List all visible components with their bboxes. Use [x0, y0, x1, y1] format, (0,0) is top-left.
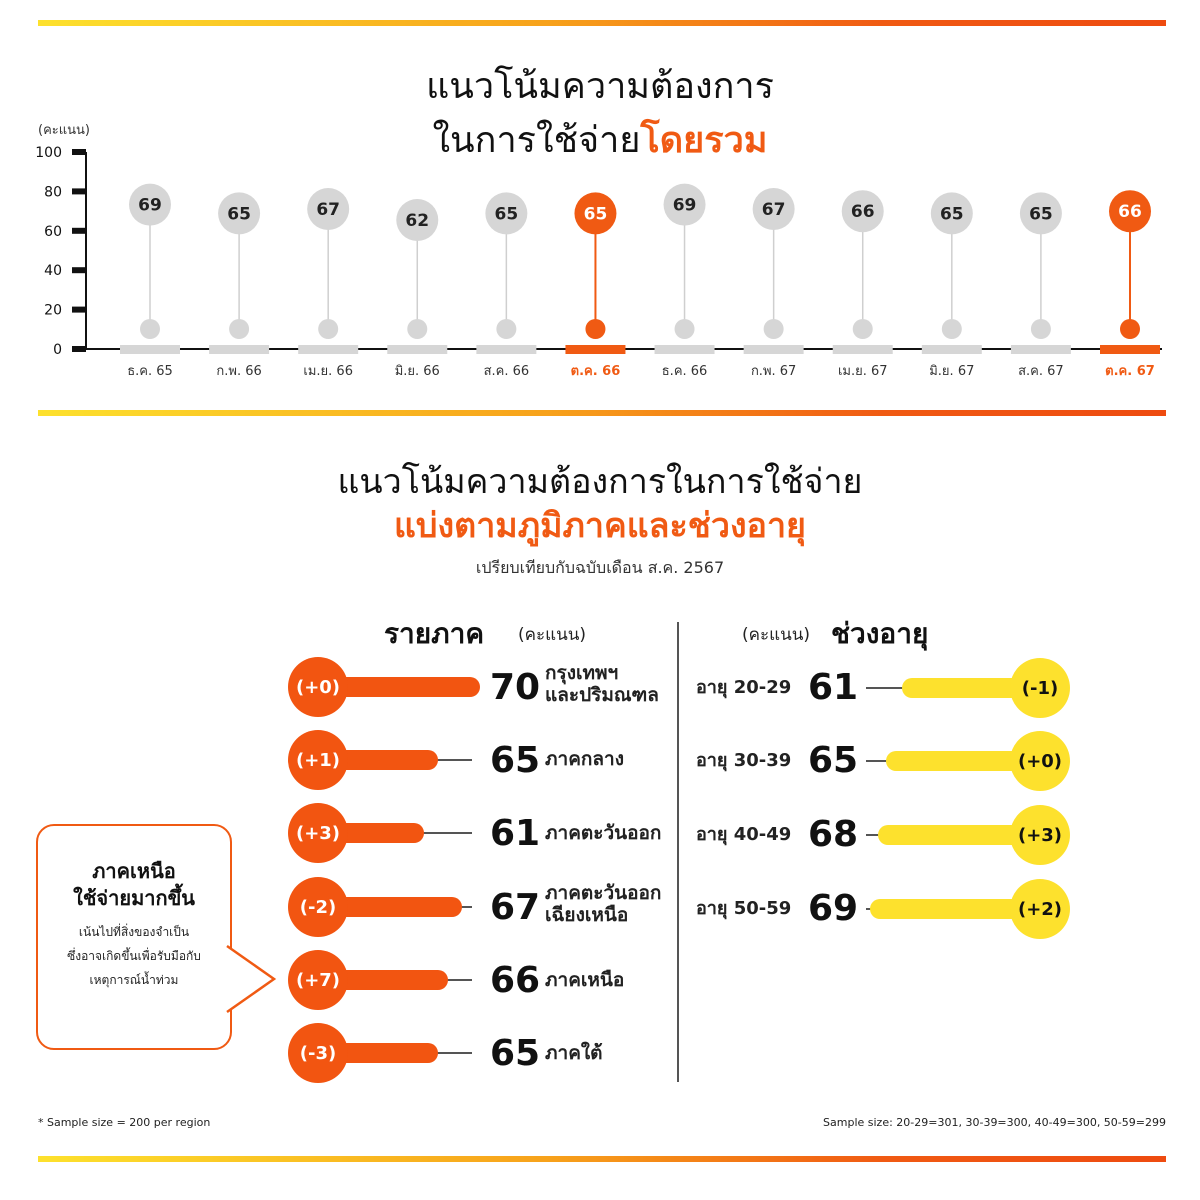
x-category-label: ต.ค. 67 — [1105, 364, 1155, 379]
y-tick-label: 80 — [44, 184, 62, 201]
section2-title-line1: แนวโน้มความต้องการในการใช้จ่าย — [337, 462, 863, 502]
data-value-label: 65 — [494, 204, 519, 225]
age-label: อายุ 50-59 — [696, 898, 792, 919]
section2-title — [0, 460, 1200, 548]
age-label: อายุ 40-49 — [696, 824, 792, 845]
region-change-badge: (+0) — [288, 657, 348, 717]
y-axis-label: (คะแนน) — [38, 123, 90, 138]
region-change-badge: (+1) — [288, 730, 348, 790]
x-category-bar — [565, 345, 625, 354]
x-category-label: ส.ค. 67 — [1018, 364, 1064, 379]
column-divider — [677, 622, 679, 1082]
region-label: ภาคเหนือ — [545, 969, 625, 991]
region-change-badge: (-3) — [288, 1023, 348, 1083]
age-label: อายุ 20-29 — [696, 677, 792, 698]
age-score: 65 — [808, 740, 859, 781]
x-category-bar — [1100, 345, 1160, 354]
section2-title-line2: แบ่งตามภูมิภาคและช่วงอายุ — [394, 506, 806, 546]
section2-subtitle: เปรียบเทียบกับฉบับเดือน ส.ค. 2567 — [475, 558, 725, 577]
lollipop-base-dot — [496, 319, 516, 339]
x-category-bar — [655, 345, 715, 354]
x-category-label: ธ.ค. 66 — [661, 364, 708, 379]
region-score: 67 — [490, 887, 541, 928]
data-value-label: 62 — [405, 211, 430, 231]
region-score: 65 — [490, 740, 541, 781]
region-score: 66 — [490, 960, 541, 1001]
x-category-bar — [744, 345, 804, 354]
y-tick-mark — [72, 228, 86, 234]
region-label: กรุงเทพฯ และปริมณฑล — [545, 662, 659, 706]
north-callout — [36, 824, 232, 1050]
x-category-bar — [833, 345, 893, 354]
x-category-label: เม.ย. 67 — [837, 364, 888, 379]
trend-chart — [0, 140, 1200, 390]
y-tick-mark — [72, 149, 86, 155]
chart-title-highlight: โดยรวม — [640, 120, 768, 161]
x-category-label: ส.ค. 66 — [483, 364, 530, 379]
age-score: 61 — [808, 667, 859, 708]
age-change-badge: (+0) — [1010, 731, 1070, 791]
region-unit: (คะแนน) — [518, 625, 586, 645]
x-category-label: มิ.ย. 67 — [929, 364, 975, 379]
data-value-label: 67 — [761, 200, 786, 220]
x-category-bar — [298, 345, 358, 354]
data-value-label: 66 — [1118, 202, 1142, 223]
callout-pointer — [226, 944, 280, 1014]
age-change-badge: (+3) — [1010, 805, 1070, 865]
age-score: 68 — [808, 814, 859, 855]
y-tick-label: 40 — [44, 263, 62, 280]
region-change-badge: (+7) — [288, 950, 348, 1010]
middle-divider — [38, 410, 1166, 416]
x-category-label: เม.ย. 66 — [303, 364, 353, 379]
lollipop-base-dot — [407, 319, 427, 339]
lollipop-base-dot — [585, 319, 605, 339]
lollipop-base-dot — [942, 319, 962, 339]
top-divider — [38, 20, 1166, 26]
y-tick-label: 100 — [35, 145, 62, 161]
callout-body: เน้นไปที่สิ่งของจำเป็น ซึ่งอาจเกิดขึ้นเพื่อรับมือกับ เหตุการณ์น้ำท่วม — [67, 925, 201, 987]
x-category-label: ธ.ค. 65 — [127, 364, 173, 379]
y-tick-label: 0 — [53, 342, 62, 358]
age-heading: ช่วงอายุ — [831, 617, 929, 650]
region-label: ภาคตะวันออก เฉียงเหนือ — [545, 882, 662, 926]
callout-title: ภาคเหนือ ใช้จ่ายมากขึ้น — [73, 859, 195, 910]
x-category-bar — [1011, 345, 1071, 354]
sample-note-region: * Sample size = 200 per region — [38, 1116, 211, 1129]
region-label: ภาคตะวันออก — [545, 822, 662, 844]
lollipop-base-dot — [1031, 319, 1051, 339]
region-change-badge: (-2) — [288, 877, 348, 937]
data-value-label: 69 — [672, 195, 697, 216]
data-value-label: 65 — [939, 204, 964, 225]
x-category-label: ก.พ. 67 — [750, 364, 797, 379]
region-heading: รายภาค — [384, 617, 485, 650]
lollipop-base-dot — [1120, 319, 1140, 339]
x-category-label: มิ.ย. 66 — [394, 364, 440, 379]
age-change-badge: (-1) — [1010, 658, 1070, 718]
region-label: ภาคกลาง — [545, 748, 624, 770]
region-score: 65 — [490, 1033, 541, 1074]
x-category-bar — [120, 345, 180, 354]
x-category-bar — [387, 345, 447, 354]
lollipop-base-dot — [853, 319, 873, 339]
data-value-label: 67 — [316, 200, 341, 220]
age-change-badge: (+2) — [1010, 879, 1070, 939]
sample-note-age: Sample size: 20-29=301, 30-39=300, 40-49=300, 50-59=299 — [823, 1116, 1166, 1129]
chart-title-line1: แนวโน้มความต้องการ — [426, 66, 774, 107]
lollipop-base-dot — [229, 319, 249, 339]
x-category-label: ก.พ. 66 — [216, 364, 262, 379]
y-tick-mark — [72, 267, 86, 273]
y-tick-label: 60 — [44, 223, 62, 240]
region-label: ภาคใต้ — [545, 1042, 603, 1064]
region-score: 70 — [490, 667, 541, 708]
lollipop-base-dot — [675, 319, 695, 339]
data-value-label: 65 — [227, 204, 251, 225]
lollipop-base-dot — [140, 319, 160, 339]
chart-title-line2: ในการใช้จ่ายโดยรวม — [432, 120, 768, 161]
age-label: อายุ 30-39 — [696, 750, 792, 771]
y-tick-label: 20 — [44, 302, 62, 319]
data-value-label: 66 — [850, 202, 875, 223]
lollipop-base-dot — [764, 319, 784, 339]
bottom-divider — [38, 1156, 1166, 1162]
y-tick-mark — [72, 188, 86, 194]
data-value-label: 65 — [583, 204, 608, 225]
lollipop-base-dot — [318, 319, 338, 339]
data-value-label: 69 — [138, 195, 162, 216]
data-value-label: 65 — [1029, 204, 1053, 225]
x-category-bar — [922, 345, 982, 354]
region-change-badge: (+3) — [288, 803, 348, 863]
y-tick-mark — [72, 307, 86, 313]
y-tick-mark — [72, 346, 86, 352]
x-category-bar — [476, 345, 536, 354]
age-unit: (คะแนน) — [742, 625, 810, 645]
region-score: 61 — [490, 813, 541, 854]
x-category-label: ต.ค. 66 — [570, 364, 621, 379]
x-category-bar — [209, 345, 269, 354]
age-score: 69 — [808, 888, 859, 929]
